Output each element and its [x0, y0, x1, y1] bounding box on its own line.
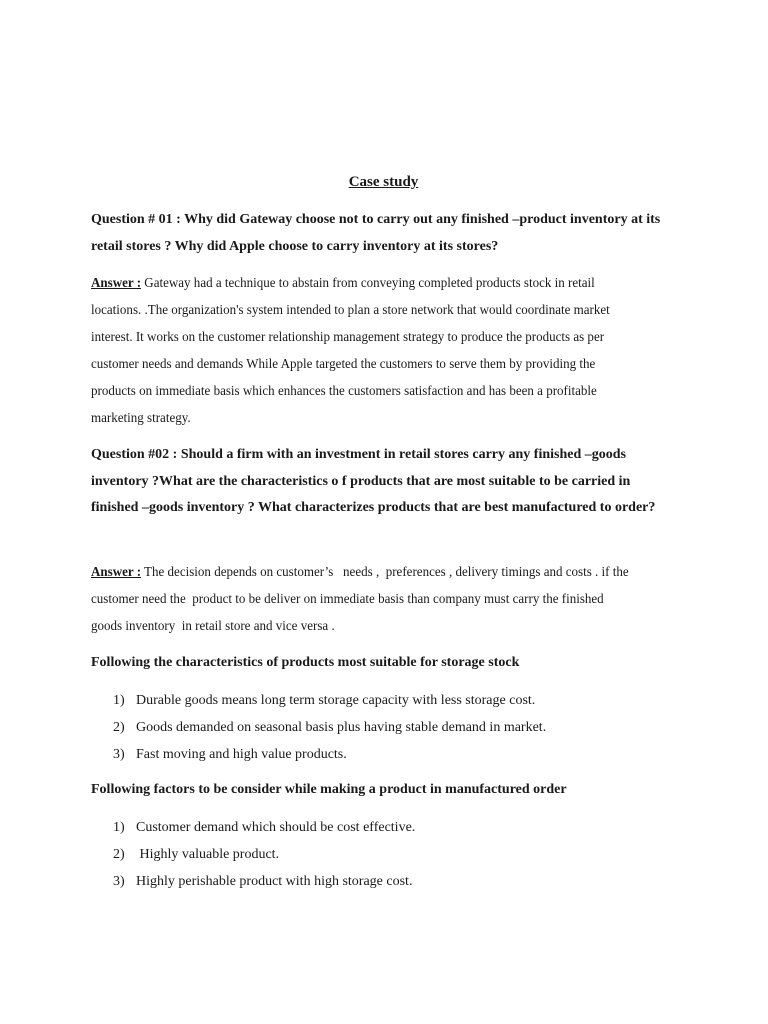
document-title: Case study [348, 174, 419, 190]
answer-2-text: The decision depends on customer’s needs , preferences , delivery timings and costs . if the customer need the product to be deliver on immediate basis than company must carry the finished goods inventory in retail store and vice versa . [91, 565, 632, 634]
storage-heading: Following the characteristics of products most suitable for storage stock [91, 655, 520, 670]
mto-list [91, 814, 415, 895]
list-item: 3) Fast moving and high value products. [113, 747, 347, 762]
list-item: 1) Durable goods means long term storage capacity with less storage cost. [113, 693, 536, 708]
answer-1-label: Answer : [91, 276, 142, 291]
list-item: 3) Highly perishable product with high storage cost. [113, 874, 413, 889]
list-item: 1) Customer demand which should be cost effective. [113, 820, 416, 835]
list-item: 2) Highly valuable product. [113, 847, 280, 862]
storage-list [91, 687, 546, 768]
question-2: Question #02 : Should a firm with an investment in retail stores carry any finished –goods inventory ?What are the characteristics o f products that are most suitable to be carried in finished –goods inventory ? What characterizes products that are best manufactured to order? [91, 447, 656, 515]
answer-2-label: Answer : [91, 565, 142, 580]
answer-1-text: Gateway had a technique to abstain from conveying completed products stock in retail locations. .The organization's system intended to plan a store network that would coordinate market interest. It works on the customer relationship management strategy to produce the products as per customer needs and demands While Apple targeted the customers to serve them by providing the products on immediate basis which enhances the customers satisfaction and has been a profitable marketing strategy. [91, 276, 610, 426]
answer-2 [91, 559, 630, 640]
list-item: 2) Goods demanded on seasonal basis plus having stable demand in market. [113, 720, 547, 735]
answer-1 [91, 270, 640, 432]
question-1: Question # 01 : Why did Gateway choose not to carry out any finished –product inventory at its retail stores ? Why did Apple choose to carry inventory at its stores? [91, 212, 661, 254]
mto-heading: Following factors to be consider while making a product in manufactured order [91, 782, 567, 797]
